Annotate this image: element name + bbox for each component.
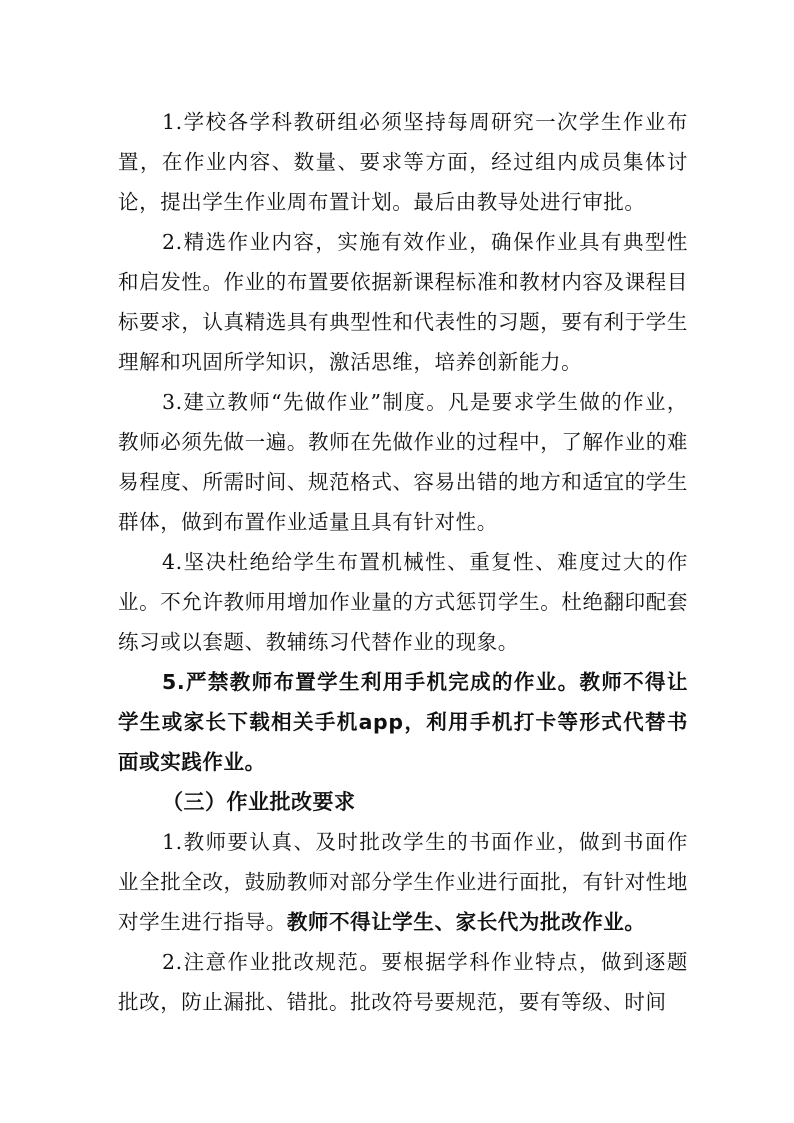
grading-timely-bold-text: 教师不得让学生、家长代为批改作业。 bbox=[286, 910, 646, 934]
grading-timely-text: 1.教师要认真、及时批改学生的书面作业，做到书面作业全批全改，鼓励教师对部分学生作业进行面批，有针对性地对学生进行指导。 bbox=[118, 830, 688, 934]
paragraph-homework-selection: 2.精选作业内容，实施有效作业，确保作业具有典型性和启发性。作业的布置要依据新课程标准和教材内容及课程目标要求，认真精选具有典型性和代表性的习题，要有利于学生理解和巩固所学知识，激活思维，培养创新能力。 bbox=[118, 230, 688, 374]
section-heading-grading: （三）作业批改要求 bbox=[162, 790, 356, 814]
paragraph-grading-standard: 2.注意作业批改规范。要根据学科作业特点，做到逐题批改，防止漏批、错批。批改符号要规范，要有等级、时间 bbox=[118, 950, 688, 1014]
paragraph-prohibit-phone: 5.严禁教师布置学生利用手机完成的作业。教师不得让学生或家长下载相关手机app，利用手机打卡等形式代替书面或实践作业。 bbox=[118, 670, 688, 774]
paragraph-homework-planning: 1.学校各学科教研组必须坚持每周研究一次学生作业布置，在作业内容、数量、要求等方面，经过组内成员集体讨论，提出学生作业周布置计划。最后由教导处进行审批。 bbox=[118, 110, 688, 214]
paragraph-teacher-first: 3.建立教师“先做作业”制度。凡是要求学生做的作业，教师必须先做一遍。教师在先做作业的过程中，了解作业的难易程度、所需时间、规范格式、容易出错的地方和适宜的学生群体，做到布置作业适量且具有针对性。 bbox=[118, 390, 688, 534]
paragraph-prohibit-mechanical: 4.坚决杜绝给学生布置机械性、重复性、难度过大的作业。不允许教师用增加作业量的方式惩罚学生。杜绝翻印配套练习或以套题、教辅练习代替作业的现象。 bbox=[118, 550, 688, 654]
paragraph-grading-timely bbox=[118, 822, 688, 942]
